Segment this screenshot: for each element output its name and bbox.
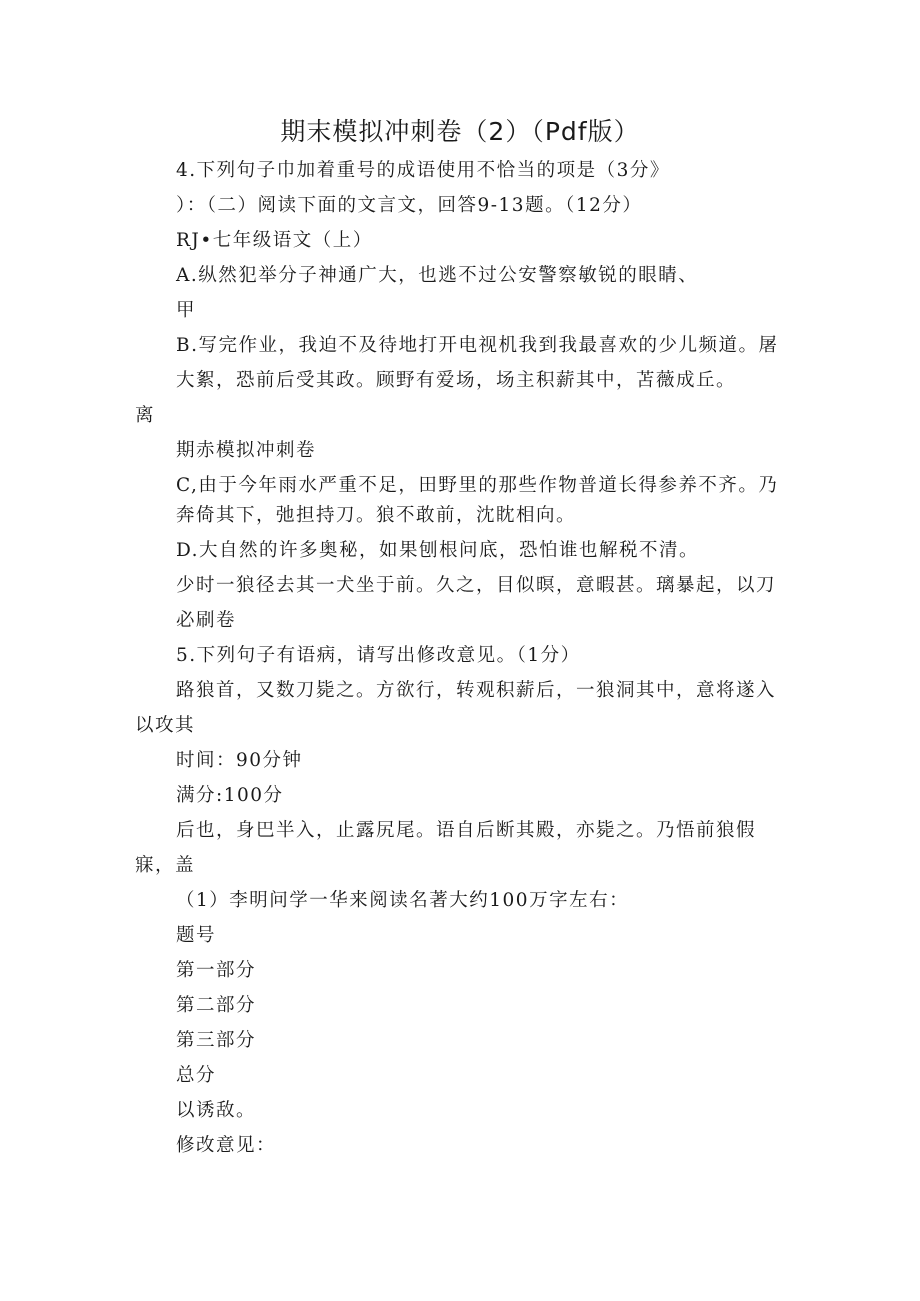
text-line: 少时一狼径去其一犬坐于前。久之，目似暝，意暇甚。璃暴起，以刀	[176, 575, 777, 596]
text-line: 时间：90分钟	[176, 750, 303, 771]
text-line: 必刷卷	[176, 610, 237, 631]
text-line: 路狼首，又数刀毙之。方欲行，转观积薪后，一狼洞其中，意将遂入	[176, 680, 777, 701]
text-line: 修改意见：	[176, 1135, 277, 1156]
text-line: B.写完作业，我迫不及待地打开电视机我到我最喜欢的少儿频道。屠	[176, 335, 779, 356]
text-line: D.大自然的许多奥秘，如果刨根问底，恐怕谁也解税不清。	[176, 540, 700, 561]
text-line: 第二部分	[176, 995, 257, 1016]
text-line: 5.下列句子有语病，请写出修改意见。（1分）	[176, 645, 581, 666]
text-line: 以诱敌。	[176, 1100, 257, 1121]
document-title: 期末模拟冲刺卷（2）（Pdf版）	[280, 117, 640, 146]
text-line: C,由于今年雨水严重不足，田野里的那些作物普道长得参养不齐。乃	[176, 475, 779, 496]
text-line: 满分:100分	[176, 785, 284, 806]
text-line: 题号	[176, 925, 217, 946]
text-line: 第三部分	[176, 1030, 257, 1051]
text-line: （1）李明问学一华来阅读名著大约100万字左右：	[176, 890, 630, 911]
text-line: 4.下列句子巾加着重号的成语使用不恰当的项是（3分》	[176, 160, 670, 181]
text-line: ）：（二）阅读下面的文言文，回答9-13题。（12分）	[176, 195, 643, 216]
text-line: A.纵然犯举分子神通广大，也逃不过公安警察敏锐的眼睛、	[176, 265, 699, 286]
text-line: 寐，盖	[135, 855, 196, 876]
text-line: 奔倚其下，弛担持刀。狼不敢前，沈眈相向。	[176, 505, 577, 526]
text-line: 后也，身巴半入，止露尻尾。语自后断其殿，亦毙之。乃悟前狼假	[176, 820, 757, 841]
text-line: 期赤模拟冲刺卷	[176, 440, 317, 461]
text-line: RJ•七年级语文（上）	[176, 230, 373, 251]
text-line: 第一部分	[176, 960, 257, 981]
text-line: 以攻其	[135, 715, 196, 736]
text-line: 离	[135, 405, 156, 426]
text-line: 总分	[176, 1065, 217, 1086]
text-line: 大絮，恐前后受其政。顾野有爱场，场主积薪其中，苫薇成丘。	[176, 370, 737, 391]
text-line: 甲	[176, 300, 197, 321]
